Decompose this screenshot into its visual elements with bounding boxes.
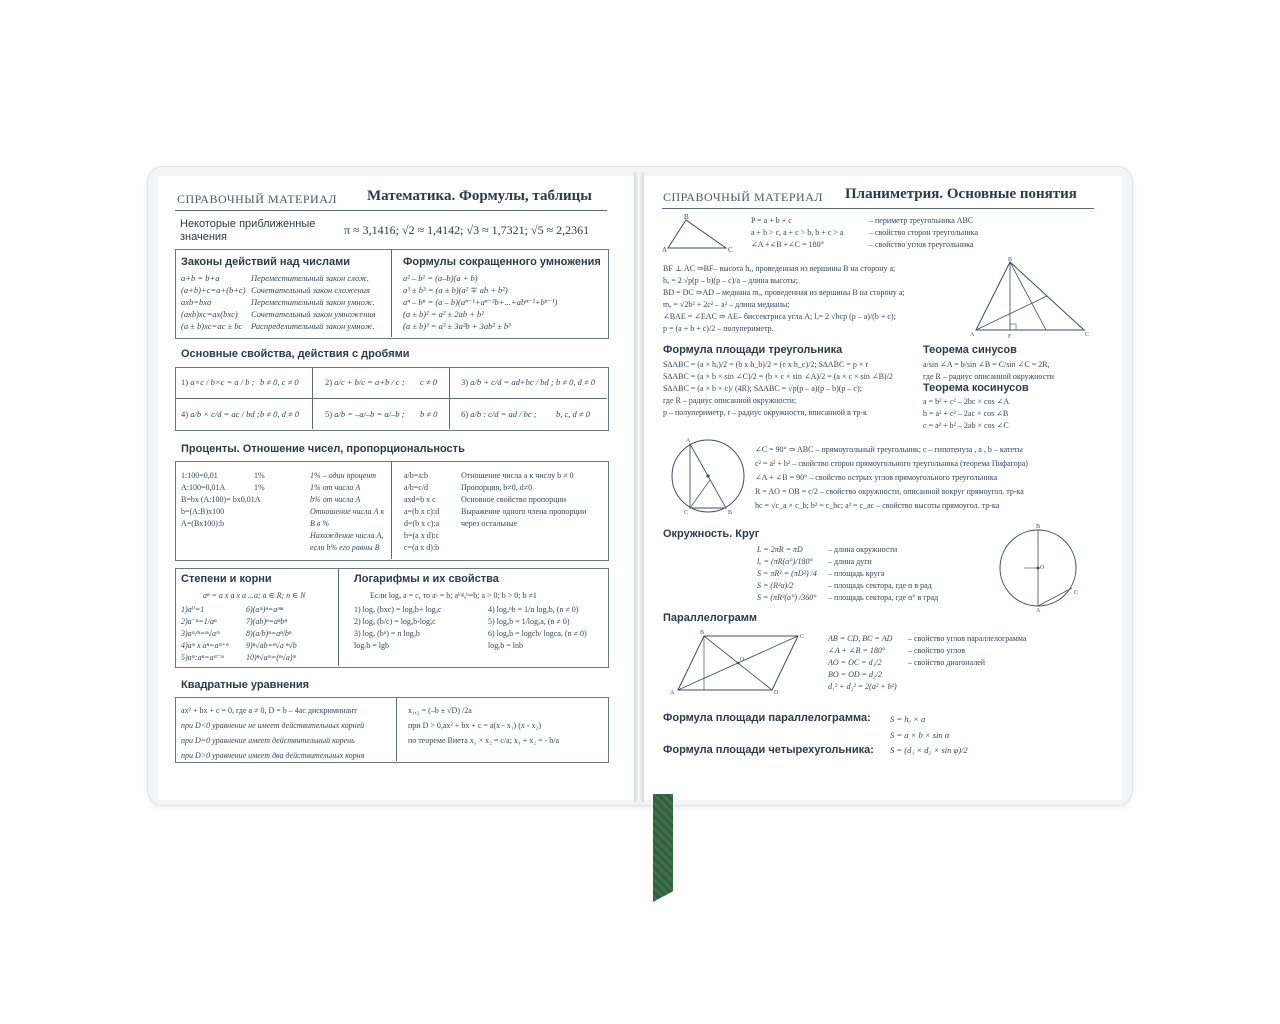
right-page-title: Планиметрия. Основные понятия <box>845 186 1077 202</box>
svg-text:B: B <box>684 213 689 221</box>
fraction-cell-3: 3) a/b + c/d = ad+bc / bd ; <box>461 377 554 387</box>
svg-text:O: O <box>740 657 745 663</box>
svg-text:C: C <box>1074 590 1079 596</box>
logs-right: 4) logₐⁿb = 1/n logₐb, (n ≠ 0) 5) logₐb = 1/logₐa, (n ≠ 0) 6) logₐb = logcb/ logca, (n ≠ 0) logₑb = lnb <box>488 605 587 650</box>
circle-formulas: L = 2πR = πD lₐ = (πR(α°)/180° S = πR² = (πD²) /4 S = (R²α)/2 S = (πR²(α°) /360° <box>757 545 817 602</box>
area-parallelogram-lines: S = hₐ × a S = a × b × sin α <box>890 714 950 740</box>
svg-text:A: A <box>662 246 668 254</box>
svg-text:B: B <box>1008 257 1013 263</box>
fractions-col-divider-2 <box>449 367 450 429</box>
cosines-title: Теорема косинусов <box>923 382 1029 394</box>
fraction-cond-6: b, c, d ≠ 0 <box>556 409 590 419</box>
right-triangle-lines: ∠C = 90° ⇒ ABC – прямоугольный треугольник; c – гипотенуза , a , b – катеты c² = a² + b² – свойство сторон прямоугольного треугольника (теорема Пифагора) ∠A + ∠B = 90° – свойство острых углов прямоугольного треугольника R = AO = OB = c/2 – свойство окружности, описанной вокруг прямоугол. тр-ка hc = √c_a × c_b; b² = c_bc; a² = c_ac – свойство высоты прямоугол. тр-ка <box>755 445 1028 510</box>
quad-divider <box>396 697 397 761</box>
powers-left: 1)a⁰=1 2)a⁻ⁿ=1/aⁿ 3)aᵐ/ⁿ=ⁿ√aᵐ 4)aᵐ x aⁿ=aᵐ⁺ⁿ 5)aᵐ:aⁿ=aᵐ⁻ⁿ <box>181 605 229 662</box>
powers-right: 6)(aᵐ)ⁿ=aᵐⁿ 7)(ab)ⁿ=aⁿbⁿ 8)(a/b)ⁿ=aⁿ/bⁿ 9)ⁿ√ab=ⁿ√a ⁿ√b 10)ⁿ√aᵐ=(ⁿ√a)ᵐ <box>246 605 297 662</box>
svg-text:A: A <box>970 332 975 338</box>
parallelogram-diagram <box>668 630 808 696</box>
fraction-cond-5: b ≠ 0 <box>420 409 438 419</box>
quad-right: x₁,₂ = (–b ± √D) /2a при D > 0,ax² + bx + c = a(x - x₁) (x - x₂) по теореме Виета x₁ × x₂ = c/a; x₁ + x₂ = - b/a <box>408 706 559 745</box>
svg-text:A: A <box>670 690 675 696</box>
sines-lines: a/sin ∠A = b/sin ∠B = C/sin ∠C = 2R, где R – радиус описанной окружности <box>923 360 1054 381</box>
notebook-gutter <box>634 172 644 802</box>
percent-title: Проценты. Отношение чисел, пропорциональность <box>181 443 465 455</box>
svg-text:C: C <box>728 246 733 254</box>
svg-text:A: A <box>686 438 691 444</box>
percent-divider <box>391 461 392 559</box>
svg-text:D: D <box>774 690 779 696</box>
percent-col4: a/b=a:b a/b=c/d axd=b x c a=(b x c):d d=(b x c):a b=(a x d):c c=(a x d):b <box>404 471 440 552</box>
powers-definition: aⁿ = a x a x a ...a; a ∈ R; n ∈ N <box>203 591 306 600</box>
logs-definition: Если logₐ a = c, то aᶜ = b; aˡᵒᵍₐᵇ=b; a > 0; b > 0; b ≠1 <box>370 591 537 600</box>
fractions-title: Основные свойства, действия с дробями <box>181 348 410 360</box>
powers-logs-divider <box>338 568 339 666</box>
triangle-heights-diagram <box>970 258 1090 338</box>
percent-col5: Отношение числа a к числу b ≠ 0 Пропорция, b≠0, d≠0 Основное свойство пропорции Выражение одного члена пропорции через остальные <box>461 471 587 528</box>
svg-text:B: B <box>728 510 733 516</box>
fraction-cond-2: c ≠ 0 <box>420 377 437 387</box>
right-header-rule <box>662 208 1094 209</box>
parallelogram-desc: – свойство углов параллелограмма – свойство углов – свойство диагоналей <box>908 634 1027 667</box>
laws-names: Переместительный закон слож. Сочетательный закон сложения Переместительный закон умнож. Сочетательный закон умножения Распределительный закон умнож. <box>251 273 376 331</box>
shortmult-title: Формулы сокращенного умножения <box>403 256 601 268</box>
circle-title: Окружность. Круг <box>663 528 760 540</box>
fraction-cell-2: 2) a/c + b/c = a+b / c ; <box>325 377 405 387</box>
area-quad-line: S = (d₁ × d₂ × sin φ)/2 <box>890 745 968 755</box>
left-header-rule <box>175 210 607 211</box>
left-page-title: Математика. Формулы, таблицы <box>367 188 593 204</box>
logs-left: 1) logₐ (bxc) = logₐb+ logₐc 2) logₐ (b/c) = logₐb-logₐc 3) logₐ (bⁿ) = n logₐb logₑb = lgb <box>354 605 442 650</box>
fraction-cell-4: 4) a/b × c/d = ac / bd ; <box>181 409 260 419</box>
svg-text:O: O <box>1040 565 1045 571</box>
approx-values: π ≈ 3,1416; √2 ≈ 1,4142; √3 ≈ 1,7321; √5 ≈ 2,2361 <box>344 223 590 237</box>
laws-divider <box>391 249 392 337</box>
triangle-formulas: P = a + b + c a + b > c, a + c > b, b + c > a ∠A +∠B +∠C = 180° <box>751 216 844 249</box>
svg-text:C: C <box>1085 332 1090 338</box>
right-triangle-circle-diagram <box>668 436 748 516</box>
parallelogram-formulas: AB = CD, BC = AD ∠A + ∠B = 180° AO = OC = d₁/2 BO = OD = d₂/2 d₁² + d₂² = 2(a² + b²) <box>828 634 897 691</box>
triangle-lines: BF ⊥ AC ⇒BF– высота hₐ, проведенная из вершины B на сторону a; hₐ = 2 √p(p – b)(p – c)/a – длина высоты; BD = DC ⇒AD – медиана mₐ, проведенная из вершины B на сторону a; mₐ = √2b² + 2c² – a² – длина медианы; ∠BAE = ∠EAC ⇒ AE– биссектриса угла A; lₐ= 2 √bcp (p – a)/(b + c); p = (a + b + c)/2 – полупериметр. <box>663 264 905 333</box>
right-header-label: СПРАВОЧНЫЙ МАТЕРИАЛ <box>663 190 824 204</box>
svg-text:A: A <box>1036 608 1041 614</box>
percent-col1: 1:100=0,01 A:100=0,01A B=bx (A:100)= bx0,01A b=(A:B)x100 A=(Bx100):b <box>181 471 261 528</box>
powers-title: Степени и корни <box>181 573 272 585</box>
quad-title: Квадратные уравнения <box>181 679 310 691</box>
cosines-lines: a = b² + c² – 2bc × cos ∠A b = a² + c² – 2ac × cos ∠B c = a² + b² – 2ab × cos ∠C <box>923 397 1010 430</box>
percent-col2: 1% 1% <box>254 471 265 492</box>
area-quad-title: Формула площади четырехугольника: <box>663 744 874 756</box>
svg-text:F: F <box>1008 334 1012 340</box>
fractions-row-divider <box>175 398 607 399</box>
svg-text:C: C <box>684 510 689 516</box>
fraction-cell-5: 5) a/b = –a/–b = a/–b ; <box>325 409 405 419</box>
circle-desc: – длина окружности – длина дуги – площадь круга – площадь сектора, где α в рад – площадь сектора, где α° в град <box>828 545 939 602</box>
triangle-diagram <box>662 214 734 254</box>
laws-title: Законы действий над числами <box>181 256 350 268</box>
approx-label: Некоторые приближенные значения <box>180 218 316 243</box>
percent-col3: 1% – один процент 1% от числа А b% от числа А Отношение числа А к В в % Нахождение числа А, если b% его равны B <box>310 471 385 552</box>
svg-text:C: C <box>800 634 805 640</box>
triangle-desc: – периметр треугольника ABC – свойство сторон треугольника – свойство углов треугольника <box>869 216 978 249</box>
area-parallelogram-title: Формула площади параллелограмма: <box>663 712 871 724</box>
area-triangle-lines: S∆ABC = (a × hₐ)/2 = (b x h_b)/2 = (c x h_c)/2; S∆ABC = p × r S∆ABC = (a × b × sin ∠C)/2 = (b × c × sin ∠A)/2 = (a × c × sin ∠B)/2 S∆ABC = (a × b × c)/ (4R); S∆ABC = √p(p – a)(p – b)(p – c); где R – радиус описанной окружности; p – полупериметр, r – радиус окружности, вписанной в тр-к <box>663 360 893 417</box>
fraction-cond-4: b ≠ 0, d ≠ 0 <box>260 409 300 419</box>
fraction-cell-6: 6) a/b : c/d = ad / bc ; <box>461 409 537 419</box>
fraction-cell-1: 1) a×c / b×c = a / b ; <box>181 377 255 387</box>
bookmark-ribbon[interactable] <box>653 794 673 902</box>
fractions-col-divider-1 <box>312 367 313 429</box>
parallelogram-title: Параллелограмм <box>663 612 758 624</box>
svg-text:B: B <box>700 630 705 636</box>
fraction-cond-3: b ≠ 0, d ≠ 0 <box>556 377 596 387</box>
laws-formulas: a+b = b+a (a+b)+c=a+(b+c) axb=bxa (axb)xc=ax(bxc) (a ± b)xc=ac ± bc <box>181 273 246 331</box>
sines-title: Теорема синусов <box>923 344 1017 356</box>
shortmult-formulas: a² – b² = (a–b)(a + b) a³ ± b³ = (a ± b)(a² ∓ ab + b²) aⁿ – bⁿ = (a – b)(aⁿ⁻¹+aⁿ⁻²b+...+abⁿ⁻²+bⁿ⁻¹) (a ± b)² = a² ± 2ab + b² (a ± b)³ = a³ ± 3a²b + 3ab² ± b³ <box>403 273 558 331</box>
circle-diagram <box>996 524 1084 612</box>
fraction-cond-1: b ≠ 0, c ≠ 0 <box>260 377 299 387</box>
area-triangle-title: Формула площади треугольника <box>663 344 843 356</box>
svg-text:B: B <box>1036 524 1041 530</box>
quad-left: ax² + bx + c = 0, где a ≠ 0, D = b – 4ac дискриминант при D<0 уравнение не имеет действительных корней при D=0 уравнение имеет действительный корень при D>0 уравнение имеет два действительных корня <box>181 706 365 760</box>
left-header-label: СПРАВОЧНЫЙ МАТЕРИАЛ <box>177 192 338 206</box>
logs-title: Логарифмы и их свойства <box>354 573 499 585</box>
